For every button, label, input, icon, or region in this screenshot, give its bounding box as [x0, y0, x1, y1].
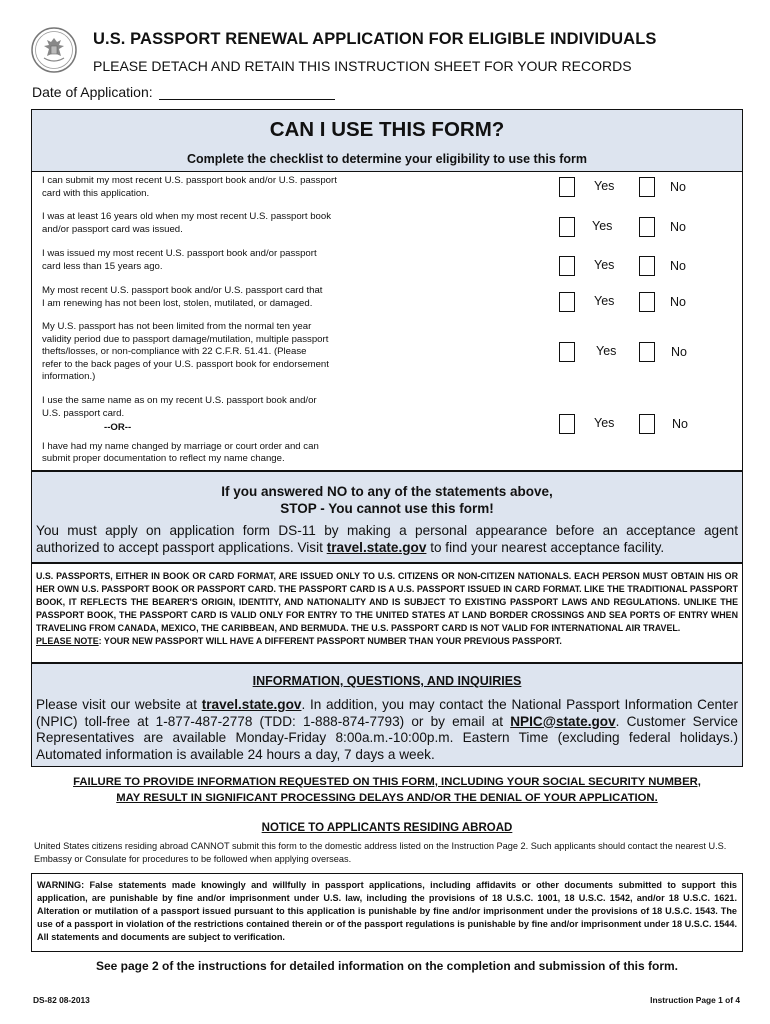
stop-heading-2: STOP - You cannot use this form!	[280, 501, 494, 516]
form-id: DS-82 08-2013	[33, 995, 90, 1005]
information-section	[31, 663, 743, 767]
travel-state-link[interactable]: travel.state.gov	[326, 540, 427, 555]
yes-label: Yes	[594, 179, 615, 193]
no-label: No	[670, 295, 686, 309]
no-label: No	[672, 417, 688, 431]
see-page-2-note: See page 2 of the instructions for detailed information on the completion and submission of this form.	[95, 959, 679, 973]
question-3-yes-checkbox[interactable]	[559, 256, 575, 276]
question-1-yes-checkbox[interactable]	[559, 177, 575, 197]
yes-label: Yes	[592, 219, 613, 233]
form-title: U.S. PASSPORT RENEWAL APPLICATION FOR ELIGIBLE INDIVIDUALS	[93, 30, 657, 48]
citizens-notice: U.S. PASSPORTS, EITHER IN BOOK OR CARD FORMAT, ARE ISSUED ONLY TO U.S. CITIZENS OR NON-CITIZEN NATIONALS. EACH PERSON MUST OBTAIN HIS OR HER OWN U.S. PASSPORT BOOK OR PASSPORT CARD. THE PASSPORT CARD IS A U.S. PASSPORT ISSUED IN CARD FORMAT. LIKE THE TRADITIONAL PASSPORT BOOK, IT REFLECTS THE BEARER'S ORIGIN, IDENTITY, AND NATIONALITY AND IS SUBJECT TO EXISTING PASSPORT LAWS AND REGULATIONS. UNLIKE THE PASSPORT BOOK, THE PASSPORT CARD IS VALID ONLY FOR ENTRY TO THE UNITED STATES AT LAND BORDER CROSSINGS AND SEA PORTS OF ENTRY WHEN TRAVELING FROM CANADA, MEXICO, THE CARIBBEAN, AND BERMUDA. THE U.S. PASSPORT CARD IS NOT VALID FOR INTERNATIONAL AIR TRAVEL. PLEASE NOTE: YOUR NEW PASSPORT WILL HAVE A DIFFERENT PASSPORT NUMBER THAN YOUR PREVIOUS PASSPORT.	[31, 563, 743, 663]
stop-heading-1: If you answered NO to any of the statements above,	[221, 484, 553, 499]
or-separator: --OR--	[104, 422, 132, 433]
email-link[interactable]: NPIC@state.gov	[510, 713, 616, 729]
question-2-yes-checkbox[interactable]	[559, 217, 575, 237]
yes-label: Yes	[594, 416, 615, 430]
abroad-notice-text: United States citizens residing abroad CANNOT submit this form to the domestic address listed on the Instruction Page 2. Such applicants should contact the nearest U.S. Embassy or Consulate for procedures to be followed when applying overseas.	[34, 841, 727, 864]
question-4: My most recent U.S. passport book and/or U.S. passport card that I am renewing has not been lost, stolen, mutilated, or damaged.	[42, 285, 323, 309]
eligibility-title: CAN I USE THIS FORM?	[269, 118, 505, 141]
question-6: I use the same name as on my recent U.S. passport book and/or U.S. passport card. --OR-- I have had my name changed by marriage or court order and can submit proper documentation to reflect my name change.	[42, 395, 362, 466]
please-note-label: PLEASE NOTE	[36, 636, 99, 647]
yes-label: Yes	[596, 344, 617, 358]
warning-text: WARNING: False statements made knowingly and willfully in passport applications, including affidavits or other documents submitted to support this application, are punishable by fine and/or imprisonment under U.S. law, including the provisions of 18 U.S.C. 1001, 18 U.S.C. 1542, and/or 18 U.S.C. 1621. Alteration or mutilation of a passport issued pursuant to this application is punishable by fine and/or imprisonment under the provisions of 18 U.S.C. 1543. The use of a passport in violation of the restrictions contained therein or of the passport regulations is punishable by fine and/or imprisonment under 18 U.S.C. 1544. All statements and documents are subject to verification.	[37, 880, 737, 942]
question-5-yes-checkbox[interactable]	[559, 342, 575, 362]
stop-body-1: You must apply on application form DS-11 by making a personal appearance before an acceptance agent	[36, 523, 738, 538]
great-seal-icon	[30, 26, 78, 74]
question-5-no-checkbox[interactable]	[639, 342, 655, 362]
information-text: Please visit our website at travel.state.gov. In addition, you may contact the National Passport Information Center (NPIC) toll-free at 1-877-487-2778 (TDD: 1-888-874-7793) or by email at NPIC@state.gov. Customer Service Representatives are available Monday-Friday 8:00a.m.-10:00p.m. Eastern Time (excluding federal holidays.) Automated information is available 24 hours a day, 7 days a week.	[36, 697, 738, 762]
no-label: No	[670, 180, 686, 194]
failure-notice: FAILURE TO PROVIDE INFORMATION REQUESTED ON THIS FORM, INCLUDING YOUR SOCIAL SECURITY NUMBER, MAY RESULT IN SIGNIFICANT PROCESSING DELAYS AND/OR THE DENIAL OF YOUR APPLICATION.	[73, 776, 701, 804]
question-4-yes-checkbox[interactable]	[559, 292, 575, 312]
question-3-no-checkbox[interactable]	[639, 256, 655, 276]
question-2-no-checkbox[interactable]	[639, 217, 655, 237]
stop-body-2: authorized to accept passport applications. Visit travel.state.gov to find your nearest acceptance facility.	[36, 540, 665, 555]
question-1: I can submit my most recent U.S. passport book and/or U.S. passport card with this application.	[42, 175, 337, 199]
question-6-yes-checkbox[interactable]	[559, 414, 575, 434]
yes-label: Yes	[594, 294, 615, 308]
question-6-no-checkbox[interactable]	[639, 414, 655, 434]
abroad-notice-title: NOTICE TO APPLICANTS RESIDING ABROAD	[261, 822, 513, 834]
form-subtitle: PLEASE DETACH AND RETAIN THIS INSTRUCTION SHEET FOR YOUR RECORDS	[93, 58, 632, 74]
page-number: Instruction Page 1 of 4	[650, 995, 740, 1005]
eligibility-subtitle: Complete the checklist to determine your eligibility to use this form	[186, 152, 588, 166]
no-label: No	[670, 259, 686, 273]
date-of-application-field[interactable]	[159, 99, 335, 100]
question-2: I was at least 16 years old when my most recent U.S. passport book and/or passport card was issued.	[42, 211, 332, 235]
website-link[interactable]: travel.state.gov	[201, 697, 302, 712]
warning-box	[31, 873, 743, 952]
information-title: INFORMATION, QUESTIONS, AND INQUIRIES	[252, 674, 522, 688]
no-label: No	[670, 220, 686, 234]
yes-label: Yes	[594, 258, 615, 272]
date-of-application-label: Date of Application:	[32, 84, 153, 100]
no-label: No	[671, 345, 687, 359]
stop-notice	[31, 471, 743, 563]
question-4-no-checkbox[interactable]	[639, 292, 655, 312]
question-3: I was issued my most recent U.S. passport book and/or passport card less than 15 years ago.	[42, 248, 317, 272]
eligibility-header	[31, 109, 743, 171]
question-1-no-checkbox[interactable]	[639, 177, 655, 197]
question-5: My U.S. passport has not been limited from the normal ten year validity period due to passport damage/mutilation, multiple passport thefts/losses, or non-compliance with 22 C.F.R. 51.41. (Please refer to the back pages of your U.S. passport book for endorsement information.)	[42, 321, 329, 382]
